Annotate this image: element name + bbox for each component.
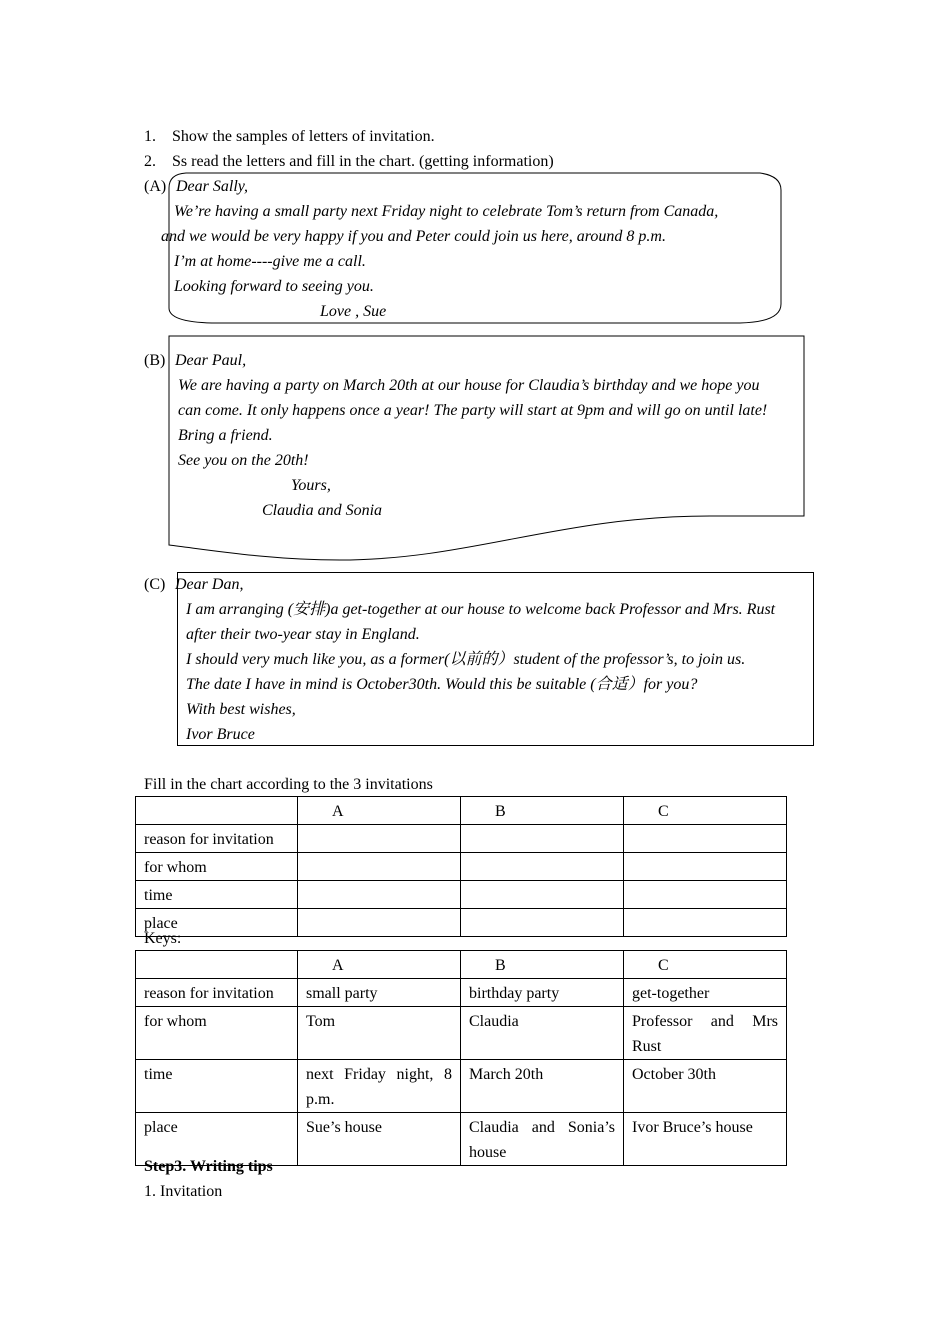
blank-cell[interactable] — [298, 825, 461, 853]
row-label-cell: for whom — [136, 853, 298, 881]
table-row — [136, 853, 787, 881]
key-cell: March 20th — [461, 1060, 624, 1113]
table-row — [136, 1007, 787, 1060]
table-header-cell — [136, 951, 298, 979]
letter-b-label: (B) — [144, 352, 166, 369]
blank-cell[interactable] — [298, 909, 461, 937]
table-header-cell: C — [624, 797, 787, 825]
table-header-cell: B — [461, 797, 624, 825]
table-row — [136, 881, 787, 909]
table-row — [136, 825, 787, 853]
letter-b-line: Bring a friend. — [178, 427, 273, 444]
row-label-cell: reason for invitation — [136, 825, 298, 853]
letter-b-signature: Claudia and Sonia — [262, 502, 383, 519]
letter-b-line: See you on the 20th! — [178, 452, 309, 469]
letter-c-label: (C) — [144, 576, 166, 593]
table-header-cell — [136, 797, 298, 825]
letter-b-line: We are having a party on March 20th at our house for Claudia’s birthday and we hope you — [178, 377, 760, 394]
row-label-cell: time — [136, 1060, 298, 1113]
key-cell: Claudia and Sonia’s house — [461, 1113, 624, 1166]
letter-a-line: We’re having a small party next Friday night to celebrate Tom’s return from Canada, — [174, 203, 719, 220]
letter-c-closing: With best wishes, — [186, 701, 296, 718]
letter-a-greeting: Dear Sally, — [176, 178, 248, 195]
key-cell: Tom — [298, 1007, 461, 1060]
blank-cell[interactable] — [461, 853, 624, 881]
table-row — [136, 951, 787, 979]
blank-cell[interactable] — [624, 853, 787, 881]
letter-b-greeting: Dear Paul, — [175, 352, 247, 369]
letter-c-line: I should very much like you, as a former(以前的）student of the professor’s, to join us. — [186, 651, 746, 668]
key-cell: get-together — [624, 979, 787, 1007]
key-cell: Claudia — [461, 1007, 624, 1060]
table-row — [136, 979, 787, 1007]
step-item-2: 2. Ss read the letters and fill in the chart. (getting information) — [144, 153, 554, 170]
row-label-cell: for whom — [136, 1007, 298, 1060]
key-cell: birthday party — [461, 979, 624, 1007]
keys-label: Keys: — [144, 930, 182, 947]
row-label-cell: reason for invitation — [136, 979, 298, 1007]
key-cell: October 30th — [624, 1060, 787, 1113]
blank-cell[interactable] — [624, 909, 787, 937]
letter-b-line: can come. It only happens once a year! The party will start at 9pm and will go on until late! — [178, 402, 768, 419]
keys-table — [135, 950, 787, 1166]
table-row — [136, 1060, 787, 1113]
letter-c-line: I am arranging (安排)a get-together at our house to welcome back Professor and Mrs. Rust — [186, 601, 776, 618]
key-cell: Professor and Mrs Rust — [624, 1007, 787, 1060]
blank-cell[interactable] — [461, 825, 624, 853]
key-cell: Sue’s house — [298, 1113, 461, 1166]
tip-item: 1. Invitation — [144, 1183, 223, 1200]
blank-cell[interactable] — [298, 881, 461, 909]
row-label-cell: place — [136, 909, 298, 937]
key-cell: Ivor Bruce’s house — [624, 1113, 787, 1166]
key-cell: small party — [298, 979, 461, 1007]
chart-intro: Fill in the chart according to the 3 invitations — [144, 776, 433, 793]
letter-b-closing: Yours, — [291, 477, 331, 494]
letter-a-label: (A) — [144, 178, 167, 195]
letter-a-line: I’m at home----give me a call. — [174, 253, 366, 270]
table-row — [136, 909, 787, 937]
table-header-cell: B — [461, 951, 624, 979]
table-header-cell: A — [298, 797, 461, 825]
letter-a-line: and we would be very happy if you and Peter could join us here, around 8 p.m. — [161, 228, 666, 245]
blank-cell[interactable] — [461, 909, 624, 937]
letter-c-greeting: Dear Dan, — [175, 576, 244, 593]
letter-c-line: after their two-year stay in England. — [186, 626, 420, 643]
wave-frame-b — [169, 336, 804, 560]
row-label-cell: time — [136, 881, 298, 909]
row-label-cell: place — [136, 1113, 298, 1166]
table-row — [136, 797, 787, 825]
table-header-cell: A — [298, 951, 461, 979]
table-header-cell: C — [624, 951, 787, 979]
step-item-1: 1. Show the samples of letters of invitation. — [144, 128, 435, 145]
letter-c-signature: Ivor Bruce — [186, 726, 255, 743]
letter-a-line: Looking forward to seeing you. — [174, 278, 374, 295]
letter-c-line: The date I have in mind is October30th. Would this be suitable (合适）for you? — [186, 676, 698, 693]
section-heading: Step3. Writing tips — [144, 1158, 273, 1175]
blank-cell[interactable] — [624, 881, 787, 909]
blank-cell[interactable] — [624, 825, 787, 853]
scroll-frame-a — [169, 173, 781, 323]
letter-a-signoff: Love , Sue — [320, 303, 387, 320]
blank-cell[interactable] — [461, 881, 624, 909]
fill-in-chart — [135, 796, 787, 937]
blank-cell[interactable] — [298, 853, 461, 881]
key-cell: next Friday night, 8 p.m. — [298, 1060, 461, 1113]
